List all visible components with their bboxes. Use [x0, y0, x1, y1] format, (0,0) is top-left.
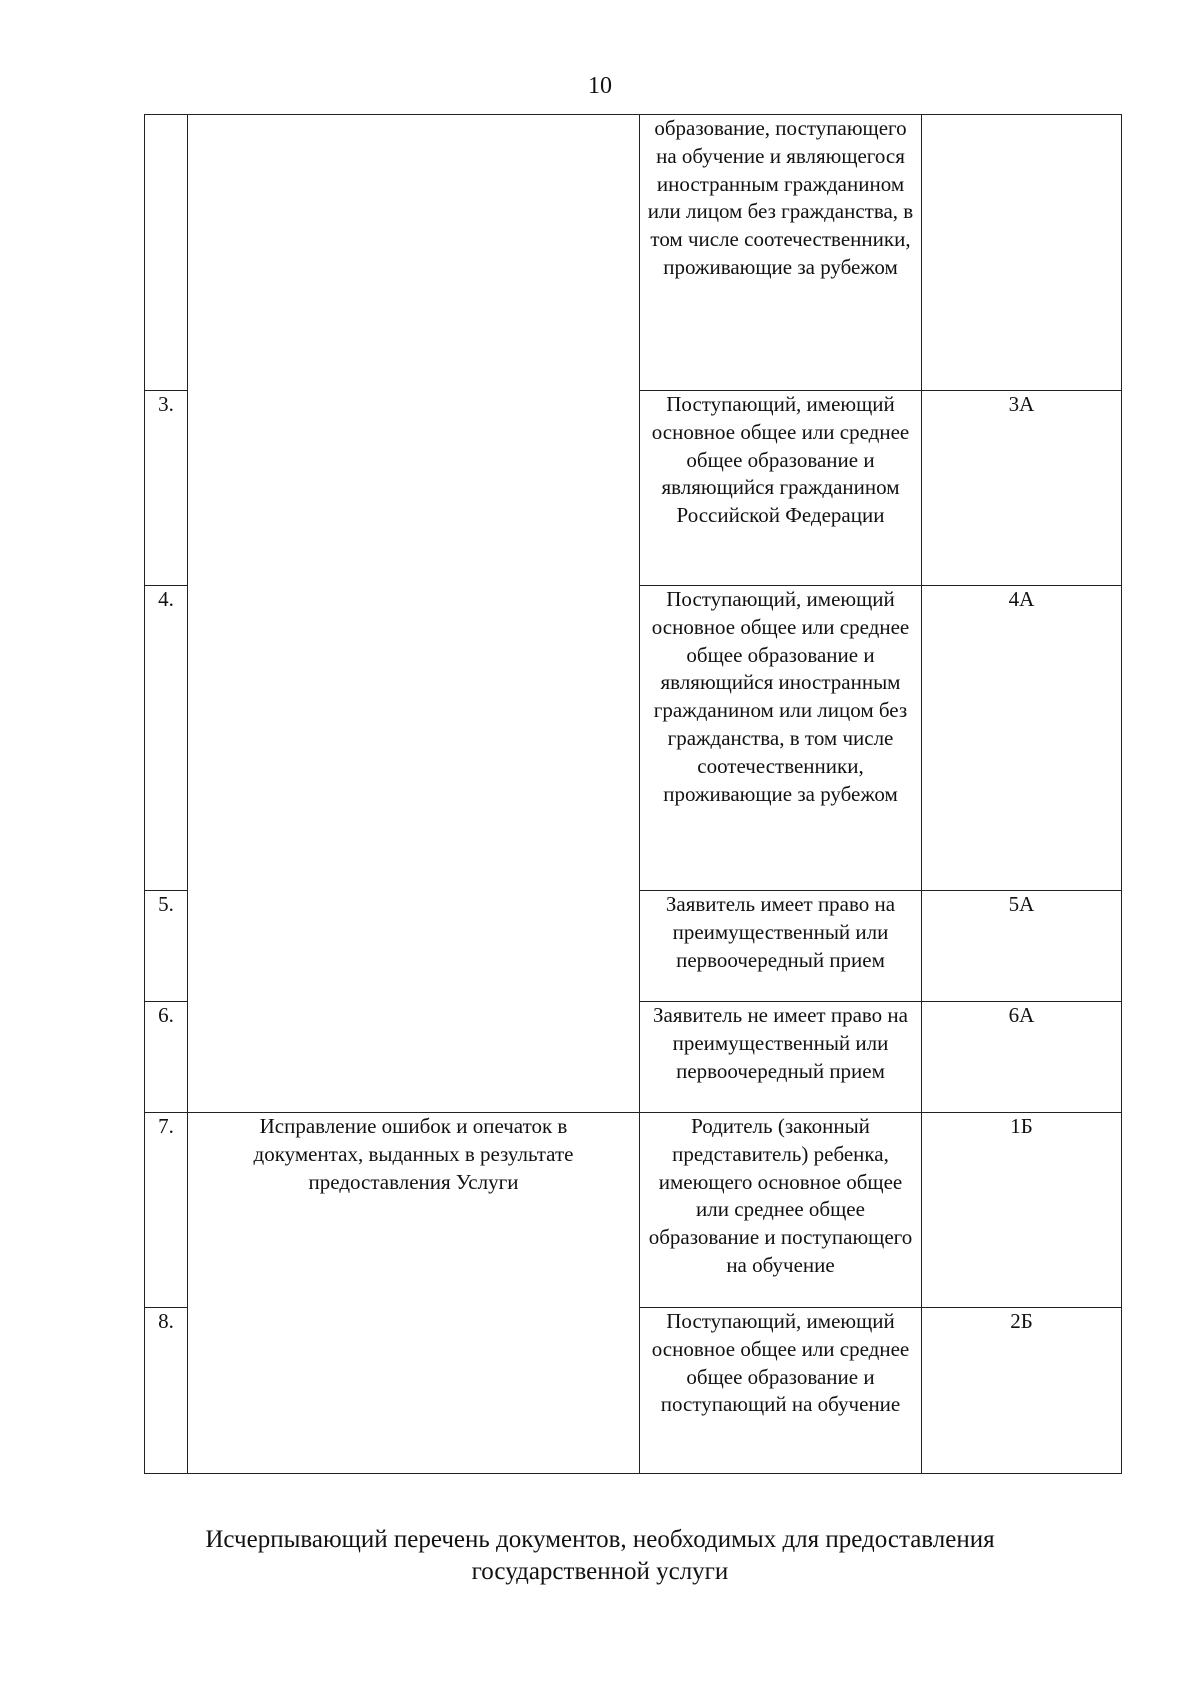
- row-number: 7.: [145, 1113, 188, 1308]
- variant-code: 2Б: [1010, 1309, 1033, 1333]
- applicant-description-cell: [640, 391, 922, 586]
- section-heading-line-2: государственной услуги: [471, 1558, 729, 1585]
- variant-code-cell: [922, 586, 1122, 891]
- variant-code: 3А: [1008, 392, 1035, 416]
- applicant-description: образование, поступающего на обучение и являющегося иностранным гражданином или лицом без гражданства, в том числе соотечественники, проживающие за рубежом: [647, 116, 914, 279]
- section-heading-line-1: Исчерпывающий перечень документов, необходимых для предоставления: [205, 1526, 995, 1553]
- applicant-description-cell: [640, 586, 922, 891]
- row-number: 3.: [145, 391, 188, 586]
- variant-code: 6А: [1008, 1003, 1035, 1027]
- variant-code: 1Б: [1010, 1114, 1033, 1138]
- applicant-description: Заявитель не имеет право на преимущественный или первоочередный прием: [652, 1003, 908, 1083]
- service-text: Исправление ошибок и опечаток в документах, выданных в результате предоставления Услуги: [253, 1114, 574, 1194]
- variant-code: 4А: [1008, 587, 1035, 611]
- variant-code-cell: [922, 391, 1122, 586]
- row-number: [145, 115, 188, 391]
- service-cell: [188, 115, 640, 1113]
- applicant-description-cell: [640, 115, 922, 391]
- row-number: 4.: [145, 586, 188, 891]
- page-number: 10: [588, 73, 612, 99]
- row-number: 6.: [145, 1002, 188, 1113]
- table-row: [145, 115, 1122, 391]
- row-number: 8.: [145, 1308, 188, 1474]
- applicant-description-cell: [640, 891, 922, 1002]
- applicant-description-cell: [640, 1002, 922, 1113]
- applicant-description: Родитель (законный представитель) ребенка, имеющего основное общее или среднее общее образование и поступающего на обучение: [648, 1114, 913, 1277]
- document-table: [144, 114, 1122, 1474]
- section-heading: [0, 1524, 1200, 1588]
- row-number: 5.: [145, 891, 188, 1002]
- applicant-description: Заявитель имеет право на преимущественный или первоочередный прием: [665, 892, 896, 972]
- applicant-description: Поступающий, имеющий основное общее или среднее общее образование и являющийся гражданином Российской Федерации: [651, 392, 910, 528]
- applicant-description-cell: [640, 1308, 922, 1474]
- applicant-description-cell: [640, 1113, 922, 1308]
- variant-code-cell: [922, 891, 1122, 1002]
- variant-code-cell: [922, 115, 1122, 391]
- variant-code-cell: [922, 1113, 1122, 1308]
- variant-code-cell: [922, 1308, 1122, 1474]
- applicant-description: Поступающий, имеющий основное общее или среднее общее образование и поступающий на обучение: [651, 1309, 910, 1417]
- service-cell: [188, 1113, 640, 1474]
- variant-code-cell: [922, 1002, 1122, 1113]
- table-row: [145, 1113, 1122, 1308]
- applicant-description: Поступающий, имеющий основное общее или среднее общее образование и являющийся иностранным гражданином или лицом без гражданства, в том числе соотечественники, проживающие за рубежом: [651, 587, 910, 806]
- variant-code: 5А: [1008, 892, 1035, 916]
